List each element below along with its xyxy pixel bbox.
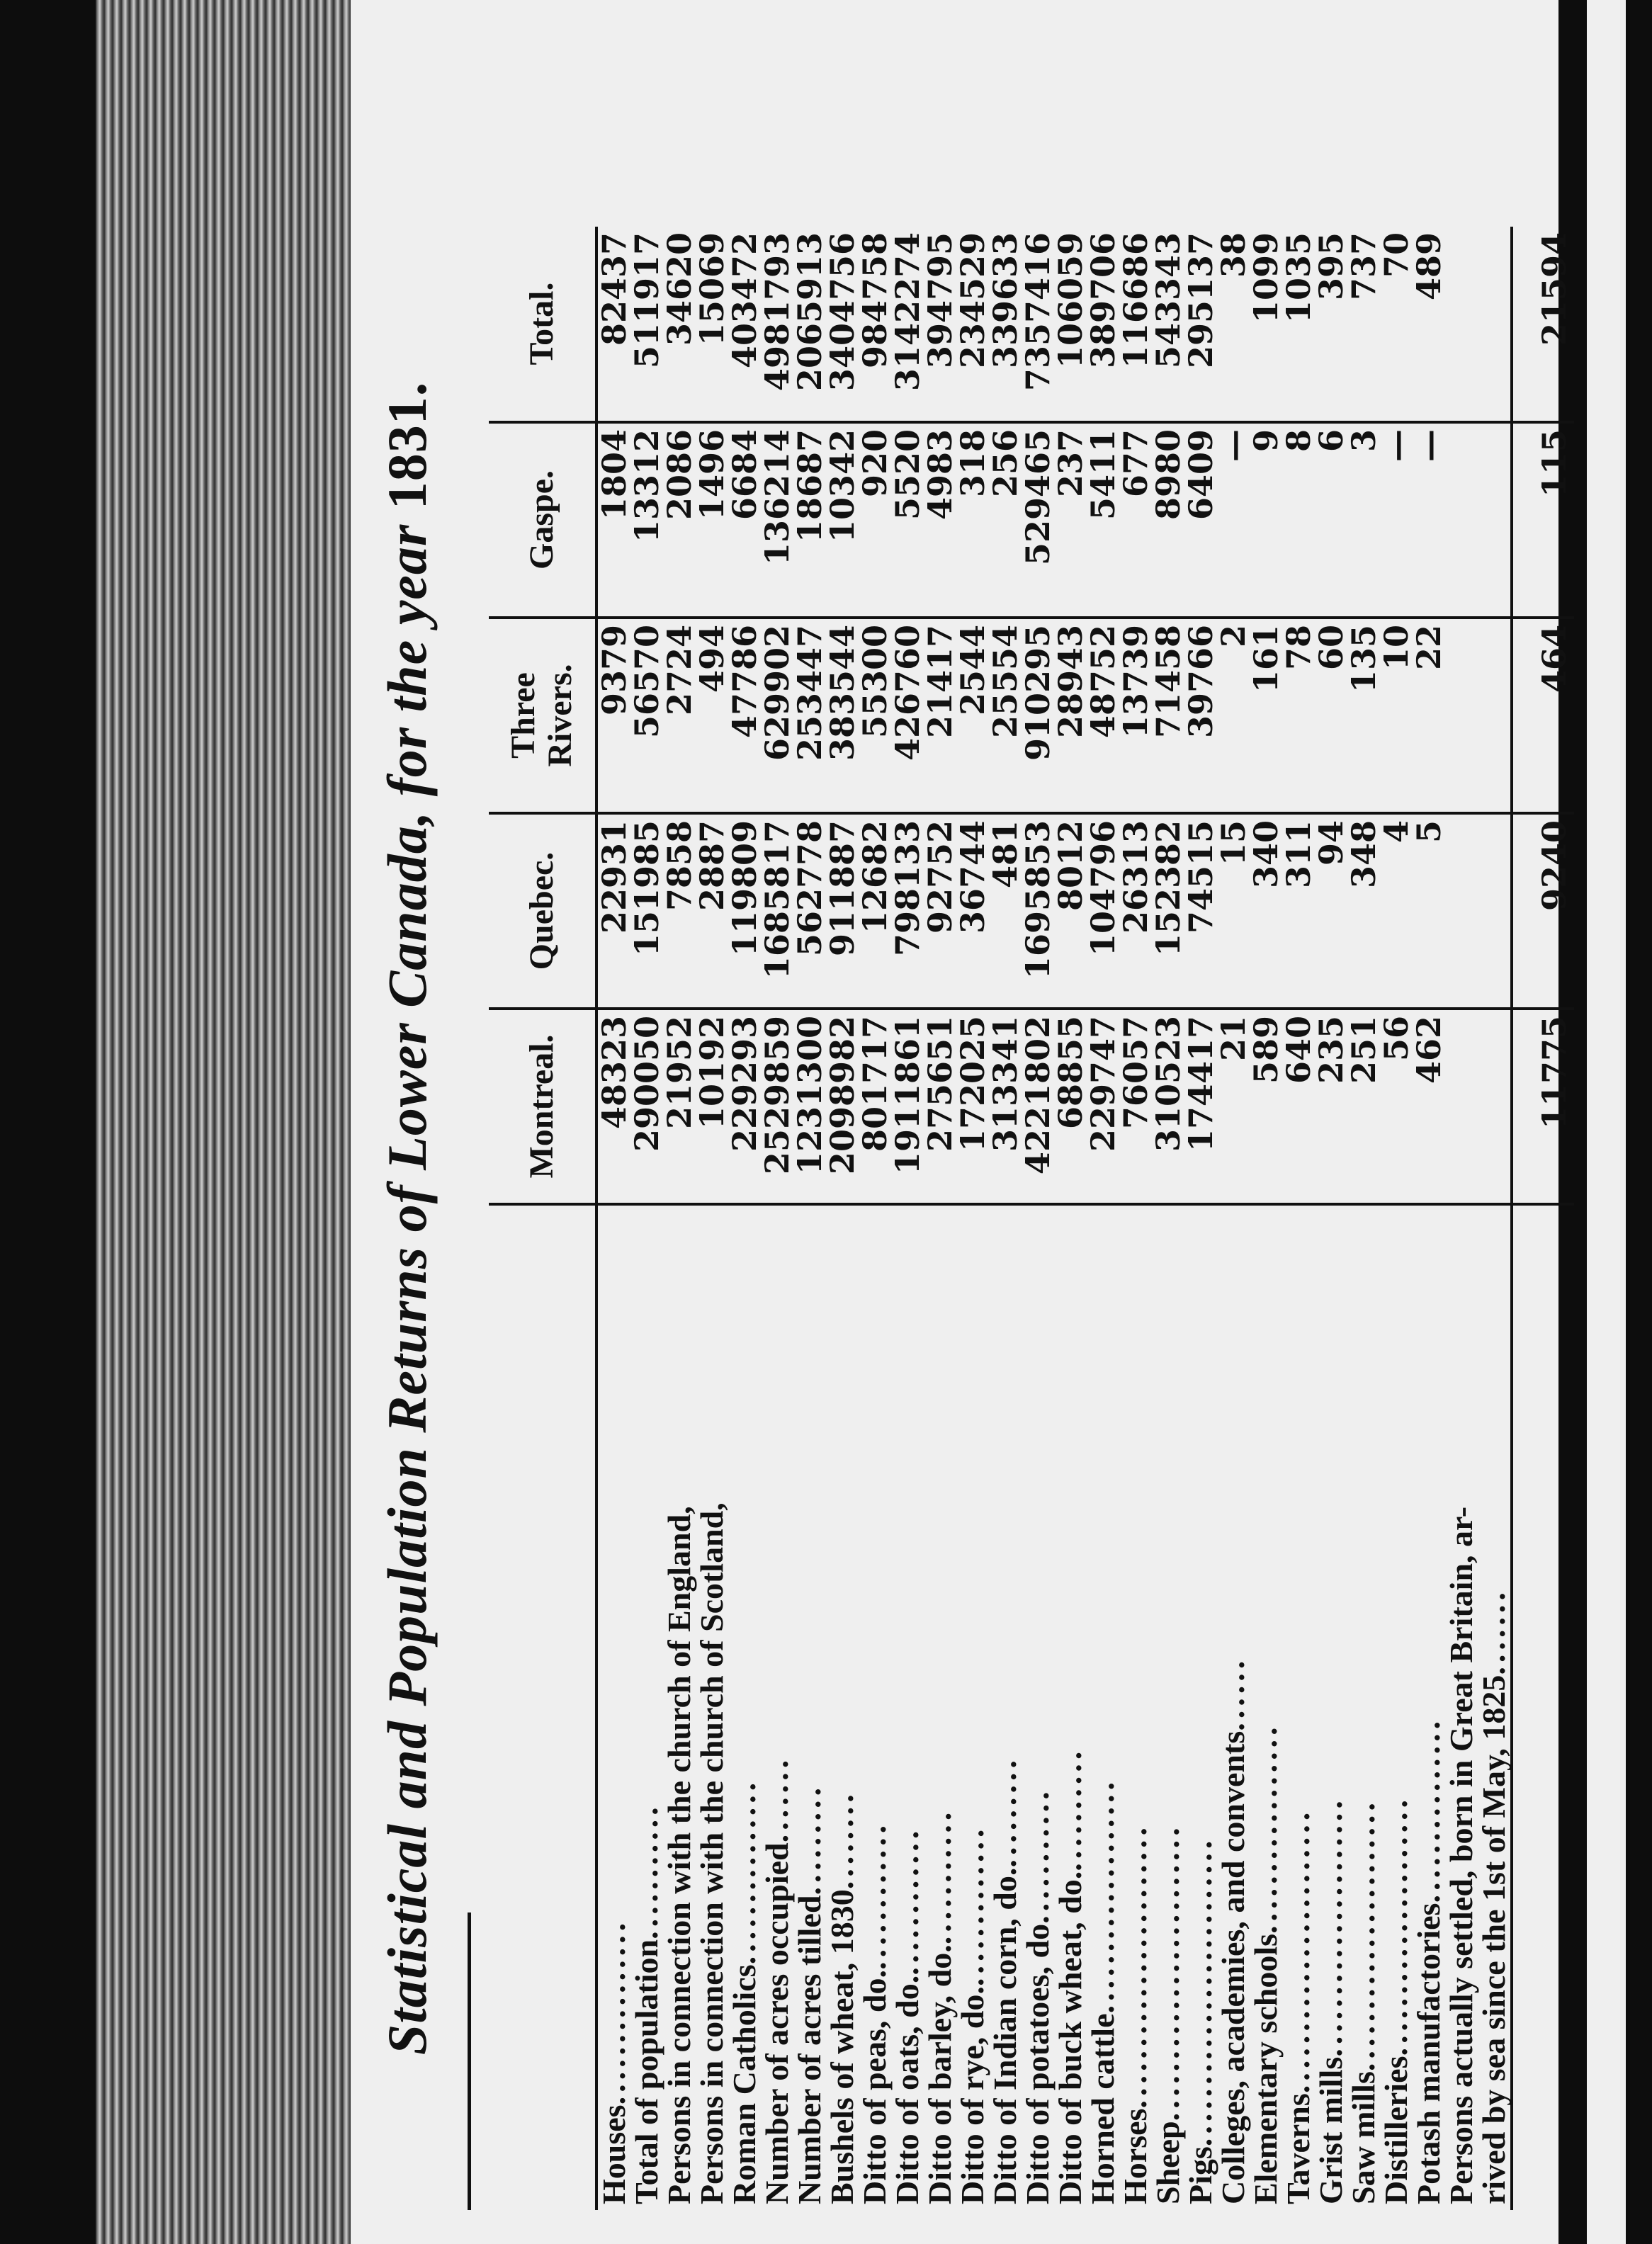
cell-gaspe: 5520 [891,422,924,618]
cell-total: 34620 [663,227,696,422]
column-header-gaspe: Gaspe. [489,422,596,618]
cell-total: 70 [1380,227,1413,422]
leader-dots: ............... [596,1918,632,2105]
cell-total: 106059 [1054,227,1087,422]
cell-total: 984758 [859,227,891,422]
cell-three-rivers: 39766 [1184,618,1217,813]
cell-three-rivers: 2 [1217,618,1250,813]
row-label [630,1204,663,2210]
total-montreal: 11775 [1512,1009,1574,1204]
cell-gaspe: 136214 [761,422,793,618]
cell-gaspe: 8980 [1152,422,1184,618]
cell-gaspe: 256 [989,422,1022,618]
cell-total: 2065913 [793,227,826,422]
table-row [793,227,826,2210]
row-label [989,1204,1022,2210]
cell-gaspe: — [1380,422,1413,618]
cell-three-rivers: 426760 [891,618,924,813]
row-label-text: Ditto of Indian corn, do. [987,1867,1023,2204]
cell-total: 737 [1347,227,1380,422]
cell-quebec: 481 [989,813,1022,1009]
cell-three-rivers: 71458 [1152,618,1184,813]
leader-dots: ..................... [1313,1796,1349,2057]
cell-gaspe: 1804 [596,422,630,618]
leader-dots: ......................... [1182,1836,1218,2147]
cell-gaspe: 6 [1315,422,1347,618]
cell-gaspe: 2086 [663,422,696,618]
row-label [1478,1204,1512,2210]
cell-quebec: 15 [1217,813,1250,1009]
cell-gaspe: 1496 [696,422,728,618]
cell-three-rivers: 9379 [596,618,630,813]
row-label [1087,1204,1119,2210]
leader-dots: ............ [889,1826,925,1976]
cell-gaspe: 529465 [1022,422,1054,618]
leader-dots: ............. [954,1825,990,1987]
cell-montreal: 275651 [924,1009,956,1204]
row-label [1282,1204,1315,2210]
cell-total: 395 [1315,227,1347,422]
cell-three-rivers [1478,618,1512,813]
cell-montreal: 10192 [696,1009,728,1204]
cell-quebec: 798133 [891,813,924,1009]
row-label-text: Ditto of barley, do. [922,1944,958,2204]
cell-three-rivers: 60 [1315,618,1347,813]
cell-quebec: 26313 [1119,813,1152,1009]
table-row [663,227,696,2210]
table-row [1022,227,1054,2210]
title-year: 1831. [376,381,438,510]
cell-total: 403472 [728,227,761,422]
cell-gaspe: 9 [1250,422,1282,618]
cell-montreal: 68855 [1054,1009,1087,1204]
cell-total: 394795 [924,227,956,422]
cell-montreal: 235 [1315,1009,1347,1204]
table-row [1152,227,1184,2210]
cell-montreal: 172025 [956,1009,989,1204]
cell-montreal: 640 [1282,1009,1315,1204]
cell-quebec: 12682 [859,813,891,1009]
totals-row [1512,227,1574,2210]
cell-three-rivers: 10 [1380,618,1413,813]
row-label-text: Saw mills [1345,2071,1381,2204]
cell-montreal: 310523 [1152,1009,1184,1204]
title-text: Statistical and Population Returns of Lower Canada, for the year [376,523,438,2056]
row-label [1217,1204,1250,2210]
row-label [696,1204,728,2210]
leader-dots: ........... [1019,1787,1056,1924]
cell-total: 116686 [1119,227,1152,422]
row-label-text: Houses [596,2104,632,2204]
leader-dots: .......... [1052,1747,1088,1871]
table-row [696,227,728,2210]
row-label [1019,1204,1056,2210]
cell-three-rivers: 910295 [1022,618,1054,813]
row-label-text: Ditto of buck wheat, do. [1052,1871,1088,2204]
cell-quebec: 151985 [630,813,663,1009]
row-label [1380,1204,1413,2210]
leader-dots: ....................... [1117,1823,1153,2109]
cell-gaspe: 8 [1282,422,1315,618]
cell-montreal: 290050 [630,1009,663,1204]
table-row [1380,227,1413,2210]
row-label [1315,1204,1347,2210]
cell-quebec: 7858 [663,813,696,1009]
cell-total: 82437 [596,227,630,422]
leader-dots: ......... [791,1783,827,1896]
cell-total: 4981793 [761,227,793,422]
cell-montreal [1478,1009,1512,1204]
cell-quebec: 119809 [728,813,761,1009]
table-row [1282,227,1315,2210]
leader-dots: ............... [726,1778,762,1965]
cell-montreal: 589 [1250,1009,1282,1204]
table-row [1119,227,1152,2210]
cell-three-rivers: 28943 [1054,618,1087,813]
leader-dots: ............... [1410,1717,1447,1903]
column-header-three-rivers: Three Rivers. [489,618,596,813]
row-label [826,1204,859,2210]
cell-montreal: 801717 [859,1009,891,1204]
title-rule [468,1912,471,2210]
row-label-text: Persons in connection with the church of England, [661,1506,697,2204]
cell-gaspe: 10342 [826,422,859,618]
row-label [1152,1204,1184,2210]
table-body [596,227,1512,2210]
cell-three-rivers: 494 [696,618,728,813]
cell-quebec: 2887 [696,813,728,1009]
cell-gaspe: 13312 [630,422,663,618]
header-label-blank [489,1204,596,2210]
cell-quebec: 1695853 [1022,813,1054,1009]
cell-quebec: 1685817 [761,813,793,1009]
cell-montreal: 2098982 [826,1009,859,1204]
cell-quebec [1478,813,1512,1009]
row-label [1054,1204,1087,2210]
table-row [924,227,956,2210]
cell-three-rivers: 78 [1282,618,1315,813]
cell-quebec [1445,813,1478,1009]
leader-dots: ......... [987,1756,1023,1868]
cell-three-rivers [1445,618,1478,813]
cell-quebec: 311 [1282,813,1315,1009]
row-label-text: Persons actually settled, born in Great Britain, ar- [1443,1506,1479,2204]
row-label [793,1204,826,2210]
row-label-text: Bushels of wheat, 1830 [824,1889,860,2204]
cell-three-rivers: 2544 [956,618,989,813]
leader-dots: ..................... [1378,1796,1414,2056]
row-label-text: Roman Catholics [726,1964,762,2204]
leader-dots: ....... [1476,1588,1512,1675]
leader-dots: ........... [922,1808,958,1945]
cell-gaspe [1445,422,1478,618]
cell-total: 1099 [1250,227,1282,422]
table-row [1087,227,1119,2210]
cell-quebec: 911887 [826,813,859,1009]
table-row [1347,227,1380,2210]
cell-gaspe: 18687 [793,422,826,618]
totals-label-blank [1512,1204,1574,2210]
page-title [375,227,453,2210]
leader-dots: ....................... [1280,1808,1316,2094]
cell-three-rivers: 383544 [826,618,859,813]
row-label-text: Persons in connection with the church of Scotland, [694,1502,730,2204]
cell-total: 511917 [630,227,663,422]
row-label-text: Distilleries [1378,2056,1414,2204]
cell-three-rivers: 47786 [728,618,761,813]
row-label [924,1204,956,2210]
cell-three-rivers: 55300 [859,618,891,813]
row-label-text: Taverns [1280,2093,1316,2204]
cell-total: 389706 [1087,227,1119,422]
table-row [630,227,663,2210]
row-label-text: Number of acres tilled [791,1895,827,2204]
cell-quebec: 92752 [924,813,956,1009]
book-page-edges [96,0,351,2244]
cell-quebec: 152382 [1152,813,1184,1009]
table-row [1413,227,1445,2210]
cell-montreal: 229293 [728,1009,761,1204]
leader-dots: ...... [1215,1656,1251,1731]
row-label-text: Colleges, academies, and convents [1215,1730,1251,2204]
cell-quebec: 22931 [596,813,630,1009]
cell-total: 7357416 [1022,227,1054,422]
cell-total: 234529 [956,227,989,422]
cell-total: 38 [1217,227,1250,422]
row-label-text: Ditto of peas, do. [856,1970,893,2204]
row-label-text: Ditto of oats, do. [889,1975,925,2204]
table-row [1315,227,1347,2210]
table-row [989,227,1022,2210]
cell-montreal: 4221802 [1022,1009,1054,1204]
cell-montreal: 251 [1347,1009,1380,1204]
cell-gaspe [1478,422,1512,618]
cell-quebec: 348 [1347,813,1380,1009]
cell-quebec: 74515 [1184,813,1217,1009]
row-label [663,1204,696,2210]
column-header-quebec: Quebec. [489,813,596,1009]
cell-montreal: 48323 [596,1009,630,1204]
leader-dots: ...................... [1345,1798,1381,2072]
row-label-text: Horned cattle [1085,2013,1121,2204]
cell-three-rivers: 21417 [924,618,956,813]
total-three-rivers: 464 [1512,618,1574,813]
cell-quebec: 104796 [1087,813,1119,1009]
row-label [856,1204,893,2210]
cell-total: 339633 [989,227,1022,422]
table-row [1445,227,1478,2210]
table-header-row [489,227,596,2210]
leader-dots: ........ [824,1790,860,1890]
cell-montreal: 462 [1413,1009,1445,1204]
cell-montreal [1445,1009,1478,1204]
cell-three-rivers: 22 [1413,618,1445,813]
cell-gaspe: — [1413,422,1445,618]
cell-three-rivers: 56570 [630,618,663,813]
row-label-text: Pigs [1182,2146,1218,2204]
leader-dots: ........................ [1150,1823,1186,2121]
cell-three-rivers: 13739 [1119,618,1152,813]
cell-quebec: 340 [1250,813,1282,1009]
cell-gaspe: — [1217,422,1250,618]
cell-three-rivers: 161 [1250,618,1282,813]
statistics-table [489,227,1574,2210]
cell-gaspe: 677 [1119,422,1152,618]
cell-gaspe: 4983 [924,422,956,618]
leader-dots: ....... [759,1755,795,1843]
cell-gaspe: 318 [956,422,989,618]
cell-total: 3142274 [891,227,924,422]
row-label [761,1204,793,2210]
row-label [1250,1204,1282,2210]
cell-three-rivers: 629902 [761,618,793,813]
row-label-text: Horses [1117,2108,1153,2204]
cell-three-rivers: 25554 [989,618,1022,813]
cell-quebec: 36744 [956,813,989,1009]
total-quebec: 9240 [1512,813,1574,1009]
cell-total: 1035 [1282,227,1315,422]
row-label-text: Potash manufactories [1410,1903,1447,2204]
total-total: 21594 [1512,227,1574,422]
row-label [596,1204,630,2210]
cell-three-rivers: 135 [1347,618,1380,813]
row-label-text: rived by sea since the 1st of May, 1825 [1476,1674,1512,2204]
leader-dots: ............ [856,1821,893,1971]
table-row [1250,227,1282,2210]
cell-montreal: 313341 [989,1009,1022,1204]
table-row [956,227,989,2210]
cell-gaspe: 3 [1347,422,1380,618]
cell-montreal: 21952 [663,1009,696,1204]
column-header-montreal: Montreal. [489,1009,596,1204]
table-row [1217,227,1250,2210]
leader-dots: ................. [1248,1723,1284,1934]
table-row [826,227,859,2210]
cell-total: 543343 [1152,227,1184,422]
cell-total [1445,227,1478,422]
cell-montreal: 2529859 [761,1009,793,1204]
leader-dots: ........... [628,1803,664,1939]
cell-quebec: 5 [1413,813,1445,1009]
cell-three-rivers: 253447 [793,618,826,813]
cell-montreal: 56 [1380,1009,1413,1204]
row-label [1410,1204,1447,2210]
table-row [891,227,924,2210]
row-label [1445,1204,1478,2210]
row-label-text: Sheep [1150,2121,1186,2204]
row-label [1119,1204,1152,2210]
row-label-text: Ditto of potatoes, do [1019,1923,1056,2204]
table-row [859,227,891,2210]
table-row [761,227,793,2210]
cell-total: 15069 [696,227,728,422]
cell-quebec: 562778 [793,813,826,1009]
cell-gaspe: 237 [1054,422,1087,618]
row-label-text: Elementary schools [1248,1933,1284,2204]
row-label-text: Number of acres occupied [759,1842,795,2204]
cell-total: 3404756 [826,227,859,422]
cell-total: 489 [1413,227,1445,422]
cell-quebec: 94 [1315,813,1347,1009]
cell-quebec: 8012 [1054,813,1087,1009]
cell-montreal: 174417 [1184,1009,1217,1204]
rotated-document [368,227,1573,2210]
row-label [1184,1204,1217,2210]
cell-montreal: 229747 [1087,1009,1119,1204]
table-row [1478,227,1512,2210]
leader-dots: ................... [1085,1777,1121,2014]
cell-montreal: 76057 [1119,1009,1152,1204]
row-label [891,1204,924,2210]
table-row [1184,227,1217,2210]
table-row [728,227,761,2210]
row-label [728,1204,761,2210]
row-label-text: Grist mills [1313,2056,1349,2204]
cell-gaspe: 5411 [1087,422,1119,618]
cell-total: 295137 [1184,227,1217,422]
row-label [1347,1204,1380,2210]
row-label [956,1204,989,2210]
cell-montreal: 1911861 [891,1009,924,1204]
cell-montreal: 21 [1217,1009,1250,1204]
cell-gaspe: 920 [859,422,891,618]
cell-three-rivers: 2724 [663,618,696,813]
total-gaspe: 115 [1512,422,1574,618]
cell-gaspe: 6684 [728,422,761,618]
cell-three-rivers: 48752 [1087,618,1119,813]
cell-gaspe: 6409 [1184,422,1217,618]
table-row [1054,227,1087,2210]
column-header-total: Total. [489,227,596,422]
row-label-text: Total of population [628,1939,664,2204]
cell-quebec: 4 [1380,813,1413,1009]
table-row [596,227,630,2210]
row-label-text: Ditto of rye, do. [954,1986,990,2204]
cell-montreal: 1231300 [793,1009,826,1204]
cell-total [1478,227,1512,422]
